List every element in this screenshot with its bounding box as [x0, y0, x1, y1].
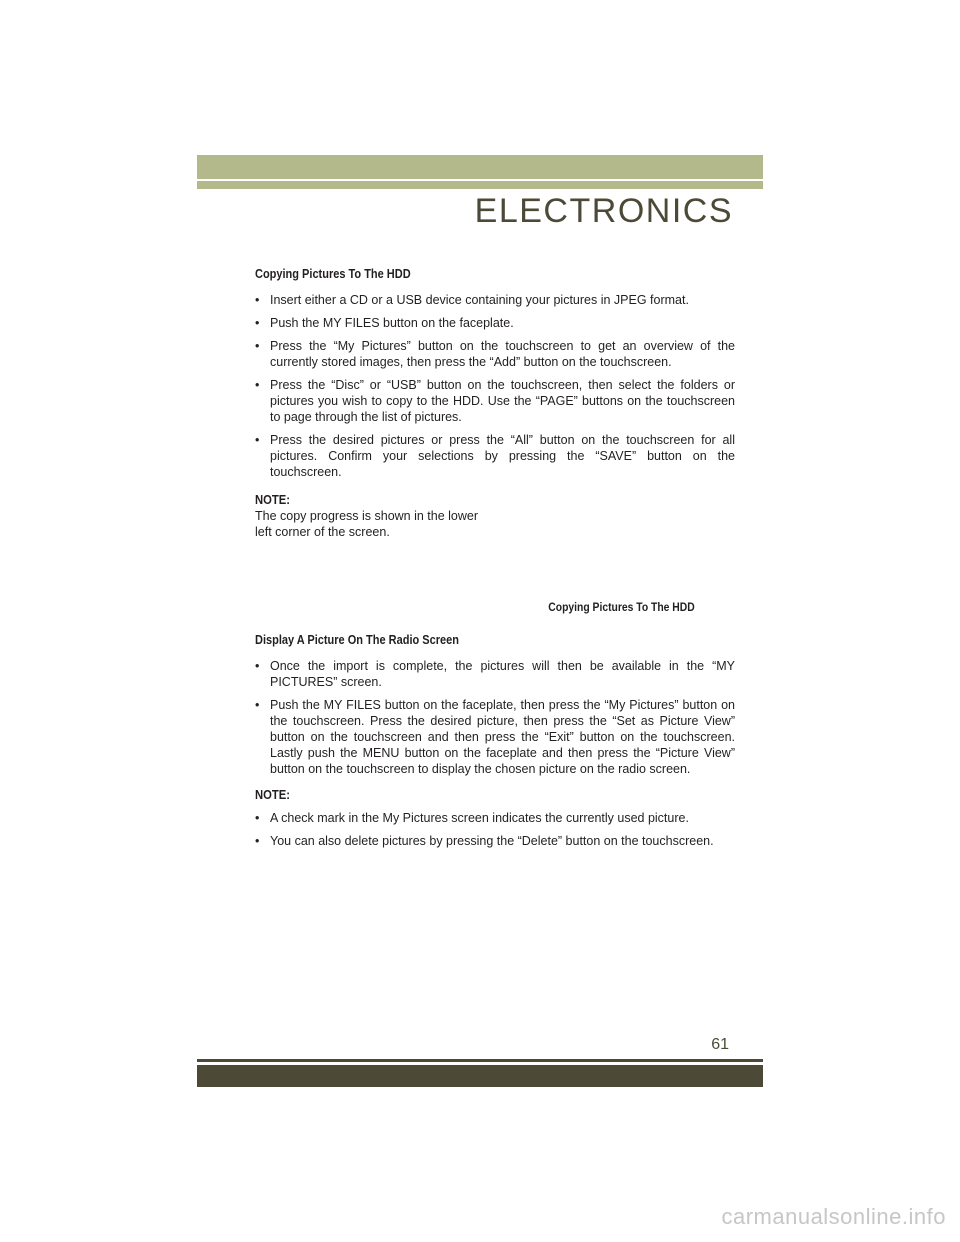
bullet-icon: •	[255, 834, 260, 848]
footer-rule	[197, 1059, 763, 1062]
footer-band	[197, 1065, 763, 1087]
header-rule	[197, 181, 763, 189]
watermark: carmanualsonline.info	[721, 1204, 946, 1229]
list-item: • Press the desired pictures or press the “All” button on the touchscreen for all pictures. Confirm your selections by pressing the “SAVE” button on the touchscreen.	[255, 433, 735, 479]
list-item: • Insert either a CD or a USB device containing your pictures in JPEG format.	[255, 293, 689, 307]
figure-area	[255, 540, 735, 616]
bullet-icon: •	[255, 433, 260, 447]
bullet-icon: •	[255, 698, 260, 712]
section-display-picture	[255, 632, 735, 849]
bullet-icon: •	[255, 378, 260, 392]
bullet-icon: •	[255, 339, 260, 353]
section-heading-copying: Copying Pictures To The HDD	[255, 267, 411, 281]
page-content	[255, 266, 735, 856]
list-item: • Once the import is complete, the pictures will then be available in the “MY PICTURES” screen.	[255, 659, 735, 689]
bullet-icon: •	[255, 659, 260, 673]
bullet-icon: •	[255, 293, 260, 307]
section-title: ELECTRONICS	[474, 192, 733, 230]
list-item: • You can also delete pictures by pressing the “Delete” button on the touchscreen.	[255, 834, 714, 848]
page-number: 61	[711, 1036, 729, 1053]
note-label: NOTE:	[255, 788, 291, 802]
note-label: NOTE:	[255, 493, 291, 507]
section-heading-display: Display A Picture On The Radio Screen	[255, 633, 459, 647]
bullet-icon: •	[255, 316, 260, 330]
list-item: • A check mark in the My Pictures screen indicates the currently used picture.	[255, 811, 689, 825]
note-text: The copy progress is shown in the lower left corner of the screen.	[255, 509, 479, 539]
copying-steps-list	[255, 292, 735, 480]
bullet-icon: •	[255, 811, 260, 825]
header-band	[197, 155, 763, 179]
list-item: • Press the “Disc” or “USB” button on the touchscreen, then select the folders or pictures you wish to copy to the HDD. Use the “PAGE” buttons on the touchscreen to page through the list of pictures.	[255, 378, 735, 424]
list-item: • Press the “My Pictures” button on the touchscreen to get an overview of the currently stored images, then press the “Add” button on the touchscreen.	[255, 339, 735, 369]
list-item: • Push the MY FILES button on the faceplate, then press the “My Pictures” button on the touchscreen. Press the desired picture, then press the “Set as Picture View” button on the touchscreen and then press the “Exit” button on the touchscreen. Lastly push the MENU button on the faceplate and then press the “Picture View” button on the touchscreen to display the chosen picture on the radio screen.	[255, 698, 735, 776]
display-steps-list	[255, 658, 735, 777]
note-list	[255, 810, 735, 849]
figure-caption: Copying Pictures To The HDD	[548, 602, 695, 614]
list-item: • Push the MY FILES button on the faceplate.	[255, 316, 514, 330]
